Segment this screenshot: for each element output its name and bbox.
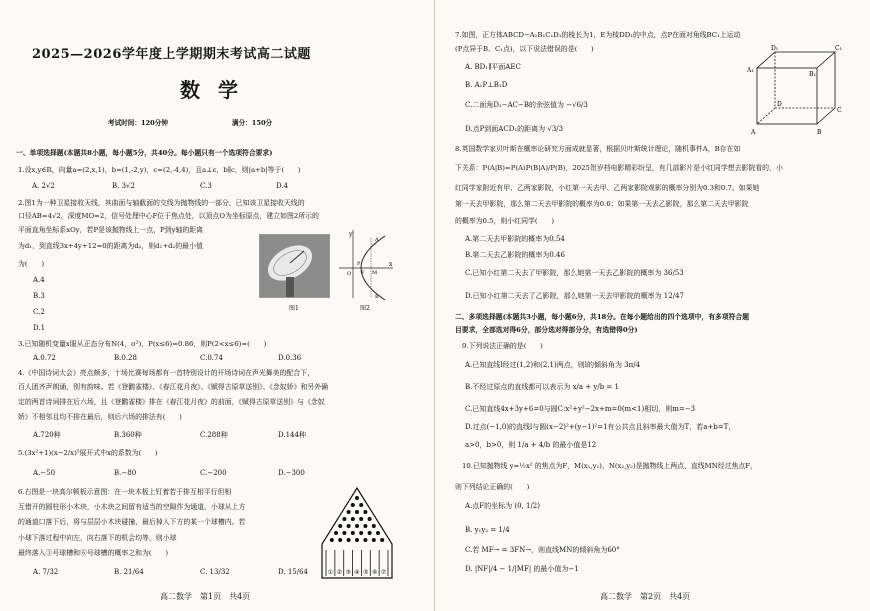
galton-slot-label: ⑥	[372, 569, 378, 576]
q2-option-d: D.1	[33, 324, 46, 332]
q6-option-d: D. 15/64	[278, 568, 308, 576]
q5-text: 5.(3x²+1)(x−2/x)⁵展开式中x的系数为( )	[18, 449, 158, 457]
q4-line-3: 定的两首诗词排在后六场，且《登鹳雀楼》排在《春江花月夜》的前面，《赋得古原草送别》与《念奴	[18, 398, 325, 406]
galton-slot-label: ⑤	[363, 569, 369, 576]
cube-label-a: A	[751, 129, 756, 136]
svg-text:M: M	[372, 270, 378, 276]
galton-slot-label: ③	[345, 569, 351, 576]
satellite-dish-icon	[260, 235, 329, 297]
q3-option-b: B.0.28	[114, 354, 137, 362]
q2-option-c: C.2	[33, 308, 45, 316]
galton-peg	[368, 517, 372, 521]
q10-option-d: D. |NF|/4 − 1/|MF| 的最小值为−1	[465, 565, 579, 573]
q10-line-1: 10.已知抛物线 y=½x² 的焦点为F，M(x₁,y₁)，N(x₂,y₂)是抛物线上两点，直线MN经过焦点F，	[462, 462, 757, 470]
q8-line-3: 红同学家附近有甲、乙两家影院，小红第一天去甲、乙两家影院观影的概率分别为0.3和0.7。如果她	[455, 184, 760, 192]
q1-option-c: C.3	[200, 182, 212, 190]
q6-line-1: 6.右图是一块高尔顿板示意图：在一块木板上钉着若干排互相平行但相	[18, 488, 232, 496]
q2-line-4: 为d₁，到直线3x+4y+12=0的距离为d₂，则d₁+d₂的最小值	[18, 242, 203, 250]
svg-text:A: A	[375, 237, 379, 243]
galton-slot-label: ①	[327, 569, 334, 576]
section2-line-2: 目要求，全部选对得6分，部分选对得部分分，有选错得0分)	[455, 326, 638, 334]
q4-option-c: C.288种	[200, 431, 228, 439]
cube-label-d1: D₁	[771, 45, 779, 52]
q2-line-3: 平面直角坐标系xOy，若P是该抛物线上一点，P到y轴的距离	[18, 226, 204, 234]
q10-option-c: C.若 MF→ = 3FN→，则直线MN的倾斜角为60°	[465, 546, 620, 554]
q7-line-1: 7.如图，正方体ABCD−A₁B₁C₁D₁的棱长为1，E为棱DD₁的中点，点P在面对角线BC₁上运动	[455, 31, 741, 39]
q9-option-c: C.已知直线4x+3y+6=0与圆C:x²+y²−2x+m=0(m<1)相切，则m=−3	[465, 405, 696, 413]
q7-option-a: A. BD₁∥平面AEC	[465, 63, 521, 71]
q8-line-1: 8.英国数学家贝叶斯在概率论研究方面成就显著，根据贝叶斯统计理论，随机事件A，B存在如	[455, 145, 741, 153]
q9-option-a: A.已知直线l经过(1,2)和(2,1)两点，则l的倾斜角为 3π/4	[465, 361, 641, 369]
q7-line-2: (P点异于B、C₁点)，以下说法错误的是( )	[455, 45, 594, 53]
q9-option-d-line-1: D.过点(−1,0)的直线l与圆(x−2)²+(y−1)²=1有公共点且斜率最大值为T，若a+b=T，	[465, 423, 736, 431]
exam-title: 2025—2026学年度上学期期末考试高二试题	[32, 47, 311, 62]
galton-peg	[359, 531, 363, 535]
q4-option-a: A.720种	[33, 431, 61, 439]
galton-peg	[363, 510, 367, 514]
galton-peg	[334, 531, 338, 535]
cube-label-b1: B₁	[809, 71, 816, 78]
q4-line-2: 百人团齐声朗诵，别有韵味。若《登鹳雀楼》、《春江花月夜》、《赋得古原草送别》、《念奴娇》和另外确	[18, 383, 329, 391]
q6-line-4: 小球下落过程中向左，向右落下的机会均等，则小球	[18, 534, 177, 542]
q6-option-a: A. 7/32	[33, 568, 59, 576]
galton-peg	[347, 538, 351, 542]
figure-2-caption: 图2	[360, 305, 370, 312]
galton-slot-label: ②	[336, 569, 342, 576]
q5-option-b: B.−80	[114, 469, 137, 477]
q1-option-b: B. 3√2	[112, 182, 135, 190]
q8-option-b: B.第二天去乙影院的概率为0.46	[465, 251, 565, 259]
galton-peg	[351, 503, 355, 507]
q2-line-1: 2.图1为一种卫星接收天线，其曲面与轴截面的交线为抛物线的一部分，已知该卫星接收天线的	[18, 199, 305, 207]
galton-slot-label: ④	[354, 569, 360, 576]
q7-option-d: D.点P到面ACD₁的距离为 √3/3	[465, 125, 564, 133]
cube-label-a1: A₁	[747, 67, 754, 74]
satellite-dish-photo	[259, 234, 330, 298]
q4-line-4: 娇》不相邻且均不排在最后，则后六场的排法有( )	[18, 413, 182, 421]
galton-peg	[351, 531, 355, 535]
q8-line-5: 的概率为0.5，则小红同学( )	[455, 217, 555, 225]
svg-text:O: O	[347, 271, 352, 277]
cube-label-d: D	[777, 101, 782, 108]
galton-peg	[355, 538, 359, 542]
q3-option-d: D.0.36	[278, 354, 302, 362]
q10-option-b: B. y₁y₂ = 1/4	[465, 526, 510, 534]
galton-peg	[372, 524, 376, 528]
q3-option-a: A.0.72	[33, 354, 56, 362]
galton-peg	[351, 517, 355, 521]
galton-peg	[347, 510, 351, 514]
q2-line-2: 口径AB=4√2，深度MO=2，信号处理中心F位于焦点处，以顶点O为坐标原点，建立如图2所示的	[18, 212, 319, 220]
galton-peg	[342, 531, 346, 535]
q7-option-b: B. A₁P⊥B₁D	[465, 81, 508, 89]
cube-label-c: C	[837, 107, 842, 114]
q2-option-a: A.4	[33, 276, 45, 284]
q9-option-d-line-2: a>0，b>0，则 1/a + 4/b 的最小值是12	[465, 441, 597, 449]
q6-option-b: B. 21/64	[114, 568, 144, 576]
q9-text: 9.下列说法正确的是( )	[462, 342, 543, 350]
galton-peg	[372, 538, 376, 542]
q10-line-2: 则下列结论正确的( )	[455, 483, 530, 491]
galton-peg	[338, 538, 342, 542]
right-page-footer: 高二数学 第2页 共4页	[600, 592, 691, 601]
q3-option-c: C.0.74	[200, 354, 223, 362]
galton-peg	[363, 524, 367, 528]
galton-peg	[380, 538, 384, 542]
q1-text: 1.设x,y∈R，向量a=(2,x,1)，b=(1,-2,y)，c=(2,-4,4)，且a⊥c，b∥c，则|a+b|等于( )	[18, 166, 301, 174]
galton-peg	[359, 503, 363, 507]
right-page	[435, 0, 870, 611]
full-score: 满分：150分	[232, 119, 273, 127]
cube-label-c1: C₁	[835, 45, 842, 52]
q6-line-2: 互错开的圆柱形小木块，小木块之间留有适当的空隙作为通道，小球从上方	[18, 503, 246, 511]
galton-board-diagram	[318, 484, 396, 584]
exam-time: 考试时间：120分钟	[108, 119, 168, 127]
galton-slot-label: ⑦	[380, 569, 387, 576]
q8-option-d: D.已知小红第二天去了乙影院，那么她第一天去甲影院的概率为 12/47	[465, 292, 684, 300]
q5-option-a: A.−50	[33, 469, 56, 477]
galton-peg	[355, 524, 359, 528]
section1-header: 一、单项选择题(本题共8小题，每小题5分，共40分。每小题只有一个选项符合要求)	[16, 149, 273, 157]
subject-title: 数学	[180, 78, 256, 102]
cube-diagram	[747, 44, 847, 136]
q1-option-d: D.4	[276, 182, 289, 190]
galton-peg	[359, 517, 363, 521]
q3-text: 3.已知随机变量x服从正态分布N(4，σ²)，P(x≤6)=0.86，则P(2<x≤6)=( )	[18, 340, 267, 348]
q8-line-4: 第一天去甲影院，那么第二天去甲影院的概率为0.6；如果第一天去乙影院，那么第二天去甲影院	[455, 200, 749, 208]
q5-option-c: C.−200	[200, 469, 227, 477]
galton-peg	[376, 531, 380, 535]
q8-option-c: C.已知小红第二天去了甲影院，那么她第一天去乙影院的概率为 36/53	[465, 269, 684, 277]
galton-peg	[330, 538, 334, 542]
q5-option-d: D.−300	[278, 469, 305, 477]
q4-option-d: D.144种	[278, 431, 306, 439]
left-page-footer: 高二数学 第1页 共4页	[160, 592, 251, 601]
q6-line-5: 最终落入③号球槽和⑥号球槽的概率之和为( )	[18, 549, 169, 557]
galton-peg	[338, 524, 342, 528]
galton-peg	[355, 496, 359, 500]
q6-line-3: 的通道口落下后，将与层层小木块碰撞，最后掉入下方的某一个球槽内。若	[18, 518, 246, 526]
galton-peg	[342, 517, 346, 521]
galton-peg	[363, 538, 367, 542]
figure-1-caption: 图1	[289, 305, 299, 312]
svg-text:F: F	[361, 270, 365, 276]
galton-peg	[355, 510, 359, 514]
q1-option-a: A. 2√2	[32, 182, 55, 190]
svg-text:x: x	[389, 261, 393, 268]
svg-text:P: P	[357, 261, 361, 267]
galton-peg	[368, 531, 372, 535]
q8-line-2: 下关系：P(A|B)=P(A)P(B|A)/P(B)，2025贺岁档电影精彩纷呈，有几部影片是小红同学想去影院看的，小	[455, 164, 783, 172]
parabola-diagram	[335, 228, 395, 300]
section2-line-1: 二、多项选择题(本题共3小题，每小题6分，共18分。在每小题给出的四个选项中，有多项符合题	[455, 313, 750, 321]
svg-text:y: y	[349, 231, 353, 238]
galton-peg	[347, 524, 351, 528]
q2-option-b: B.3	[33, 292, 45, 300]
q7-option-c: C.二面角D₁−AC−B的余弦值为 −√6/3	[465, 101, 588, 109]
q8-option-a: A.第二天去甲影院的概率为0.54	[465, 235, 565, 243]
q2-line-5: 为( )	[18, 260, 45, 268]
q6-option-c: C. 13/32	[200, 568, 230, 576]
svg-text:B: B	[375, 294, 379, 300]
cube-label-b: B	[817, 129, 822, 136]
q4-line-1: 4.《中国诗词大会》亮点颇多，十场比赛每场都有一首特别设计的开场诗词在声光舞美的配合下，	[18, 369, 314, 377]
q10-option-a: A.点F的坐标为 (0, 1/2)	[465, 502, 540, 510]
q4-option-b: B.360种	[114, 431, 142, 439]
q9-option-b: B.不经过原点的直线都可以表示为 x/a + y/b = 1	[465, 383, 619, 391]
